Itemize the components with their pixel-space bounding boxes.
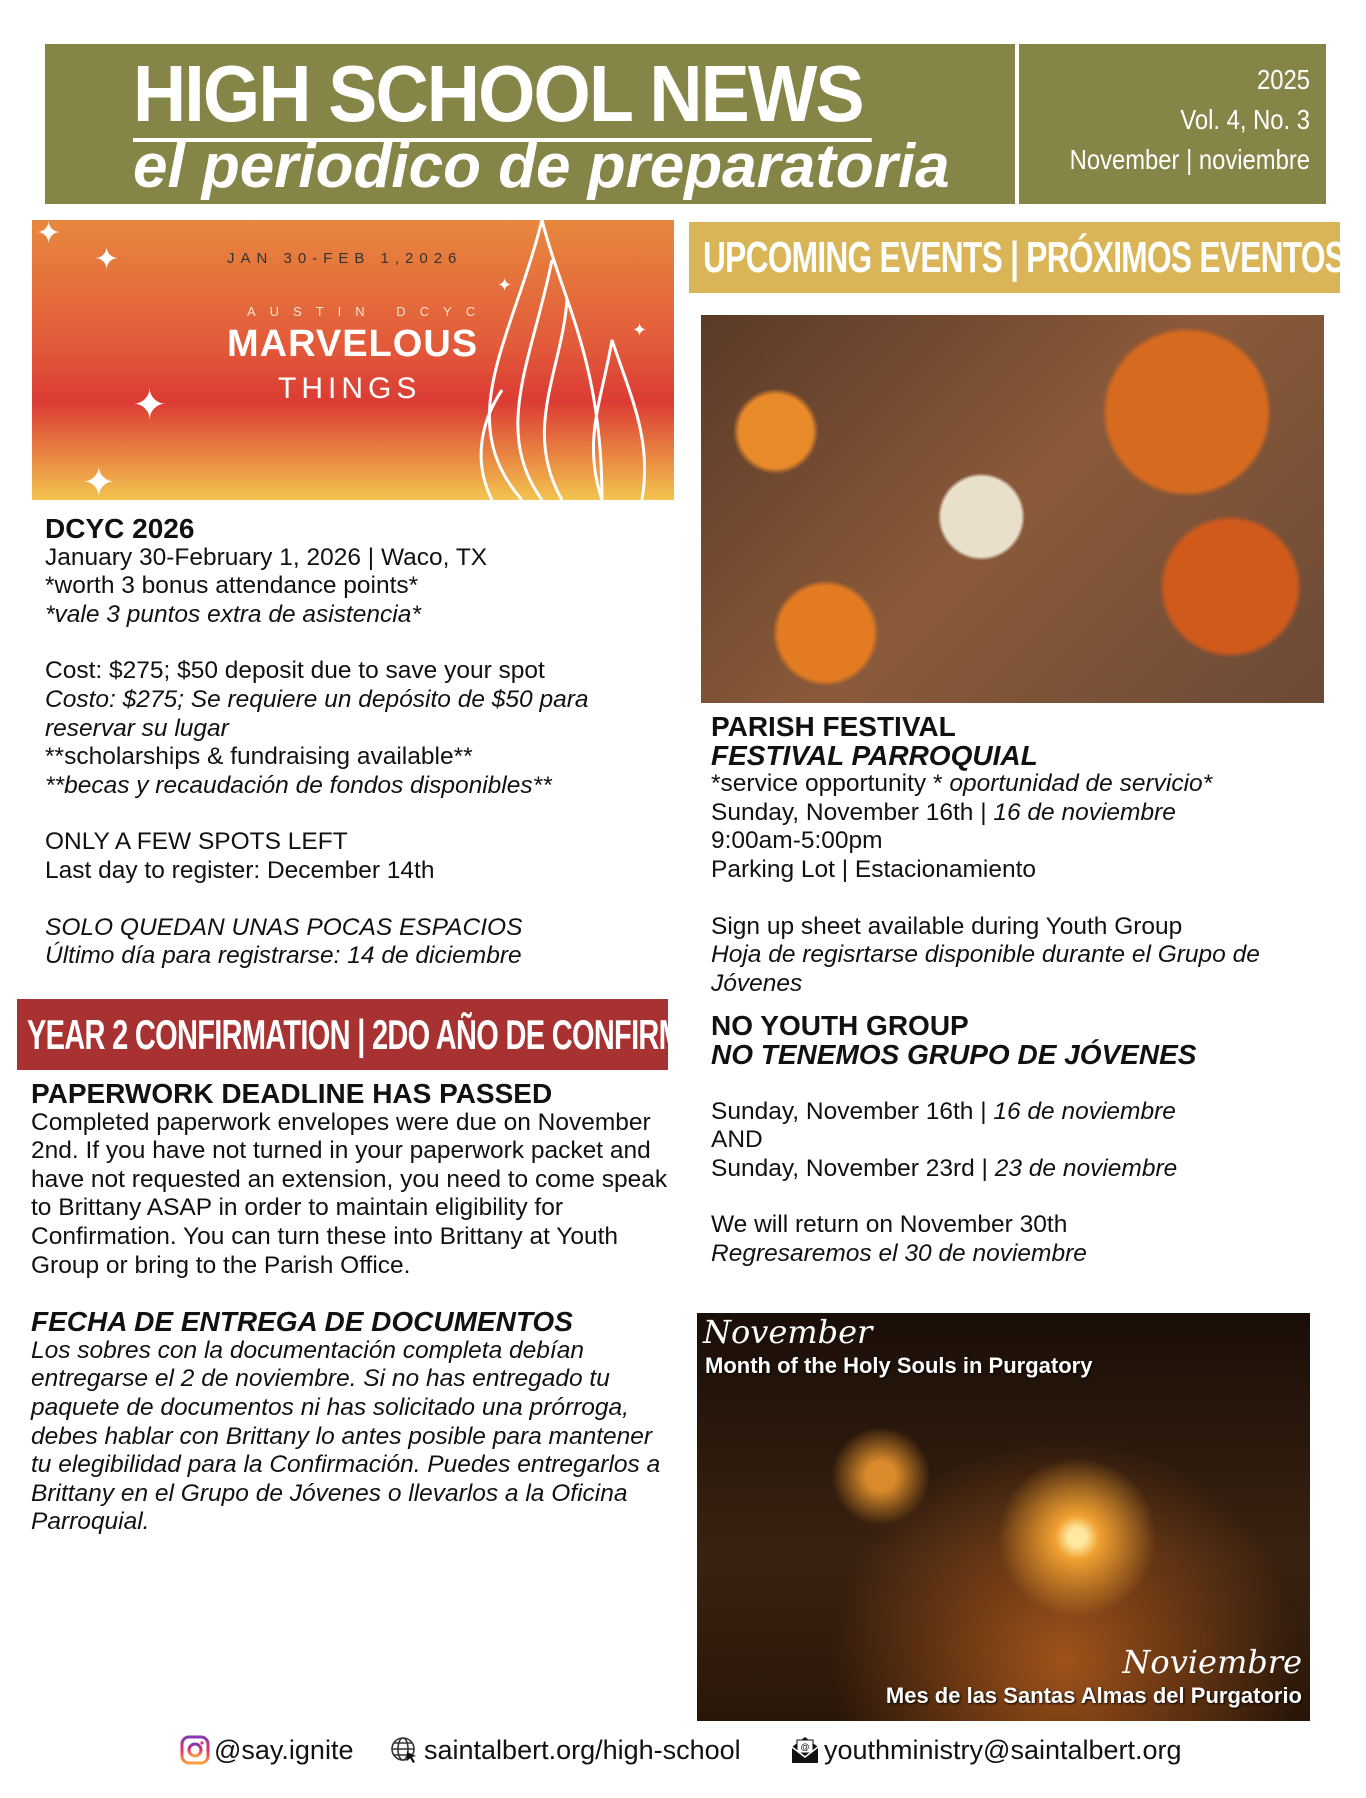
dcyc-spots: ONLY A FEW SPOTS LEFT	[45, 828, 348, 856]
candles-photo	[697, 1313, 1310, 1721]
dcyc-heading: DCYC 2026	[45, 513, 195, 544]
confirmation-bar-text: YEAR 2 CONFIRMATION | 2DO AÑO DE CONFIRMACION	[27, 1011, 773, 1058]
confirmation-body: Completed paperwork envelopes were due on November 2nd. If you have not turned in your paperwork packet and have not requested an extension, you need to come speak to Brittany ASAP in order to maintain eligibility for Confirmation. You can turn these into Brittany at Youth Group or bring to the Parish Office.	[31, 1108, 668, 1279]
festival-article	[711, 713, 1341, 1269]
dcyc-deadline-es: Último día para registrarse: 14 de diciembre	[45, 942, 522, 970]
flame-icon	[452, 220, 672, 500]
instagram-link[interactable]	[180, 1732, 353, 1768]
festival-heading-es: FESTIVAL PARROQUIAL	[711, 739, 1038, 771]
festival-time: 9:00am-5:00pm	[711, 827, 883, 855]
no-group-date-2: Sunday, November 23rd |	[711, 1154, 995, 1182]
confirmation-section-header	[17, 999, 773, 1070]
email-address: youthministry@saintalbert.org	[824, 1735, 1182, 1765]
confirmation-heading-es: FECHA DE ENTREGA DE DOCUMENTOS	[31, 1306, 573, 1338]
no-group-date-1-es: 16 de noviembre	[993, 1097, 1176, 1125]
no-group-date-2-es: 23 de noviembre	[994, 1154, 1178, 1182]
events-bar-text: UPCOMING EVENTS | PRÓXIMOS EVENTOS	[703, 233, 1346, 282]
festival-heading: PARISH FESTIVAL	[711, 711, 956, 742]
email-link[interactable]	[790, 1732, 1182, 1768]
dcyc-bonus-es: *vale 3 puntos extra de asistencia*	[45, 600, 421, 628]
masthead	[45, 44, 1015, 204]
candle-caption-en: Month of the Holy Souls in Purgatory	[705, 1353, 1093, 1378]
issue-info	[1019, 44, 1326, 204]
confirmation-heading: PAPERWORK DEADLINE HAS PASSED	[31, 1078, 553, 1109]
festival-signup: Sign up sheet available during Youth Group	[711, 912, 1183, 940]
confirmation-body-es: Los sobres con la documentación completa debían entregarse el 2 de noviembre. Si no has entregado tu paquete de documentos ni has solicitado una prórroga, debes hablar con Brittany lo antes posible para mantener tu elegibilidad para la Confirmación. Puedes entregarlos a Brittany en el Grupo de Jóvenes o llevarlos a la Oficina Parroquial.	[31, 1336, 661, 1536]
return-date: We will return on November 30th	[711, 1211, 1068, 1239]
globe-cursor-icon	[390, 1735, 420, 1765]
candle-script-es: Noviembre	[1122, 1643, 1302, 1681]
no-group-date-1: Sunday, November 16th |	[711, 1097, 994, 1125]
banner-dates: JAN 30-FEB 1,2026	[227, 250, 463, 267]
no-group-heading-es: NO TENEMOS GRUPO DE JÓVENES	[711, 1038, 1197, 1070]
newsletter-subtitle: el periodico de preparatoria	[133, 132, 950, 201]
issue-month: November | noviembre	[1069, 144, 1310, 175]
events-section-header	[689, 222, 1346, 293]
dcyc-cost: Cost: $275; $50 deposit due to save your spot	[45, 657, 545, 685]
banner-title: MARVELOUS	[227, 323, 479, 365]
candle-script-en: November	[703, 1313, 873, 1351]
no-group-and: AND	[711, 1126, 763, 1154]
candle-caption-es: Mes de las Santas Almas del Purgatorio	[885, 1683, 1302, 1708]
dcyc-bonus: *worth 3 bonus attendance points*	[45, 572, 419, 600]
banner-org: AUSTIN DCYC	[247, 304, 490, 319]
dcyc-spots-es: SOLO QUEDAN UNAS POCAS ESPACIOS	[45, 913, 523, 941]
issue-year: 2025	[1257, 64, 1310, 95]
dcyc-scholarships: **scholarships & fundraising available**	[45, 743, 473, 771]
website-link[interactable]	[390, 1732, 741, 1768]
dcyc-cost-es: Costo: $275; Se requiere un depósito de $50 para reservar su lugar	[45, 685, 589, 742]
dcyc-scholarships-es: **becas y recaudación de fondos disponibles**	[45, 771, 552, 799]
envelope-icon	[790, 1735, 820, 1765]
festival-date: Sunday, November 16th |	[711, 798, 994, 826]
festival-place: Parking Lot | Estacionamiento	[711, 855, 1037, 883]
festival-date-es: 16 de noviembre	[993, 798, 1176, 826]
return-date-es: Regresaremos el 30 de noviembre	[711, 1239, 1087, 1267]
dcyc-article	[45, 515, 675, 971]
newsletter-title: HIGH SCHOOL NEWS	[133, 50, 872, 142]
instagram-icon	[180, 1735, 210, 1765]
banner-title-2: THINGS	[278, 372, 422, 405]
confirmation-article	[31, 1080, 671, 1537]
dcyc-banner-image: ✦ ✦ ✦ ✦ ✦ ✦ JAN 30-FEB 1,2026 AUSTIN DCYC MARVELOUS THINGS	[32, 220, 674, 500]
instagram-handle: @say.ignite	[214, 1735, 354, 1765]
festival-service-es: oportunidad de servicio*	[949, 770, 1213, 798]
dcyc-dates: January 30-February 1, 2026 | Waco, TX	[45, 543, 488, 571]
festival-signup-es: Hoja de regisrtarse disponible durante el Grupo de Jóvenes	[711, 941, 1260, 997]
website-url: saintalbert.org/high-school	[424, 1735, 741, 1765]
festival-service: *service opportunity *	[711, 770, 950, 798]
issue-volume: Vol. 4, No. 3	[1180, 104, 1310, 135]
dcyc-deadline: Last day to register: December 14th	[45, 856, 435, 884]
pumpkins-photo	[701, 315, 1324, 703]
svg-text:@: @	[800, 1742, 810, 1752]
no-group-heading: NO YOUTH GROUP	[711, 1010, 969, 1042]
